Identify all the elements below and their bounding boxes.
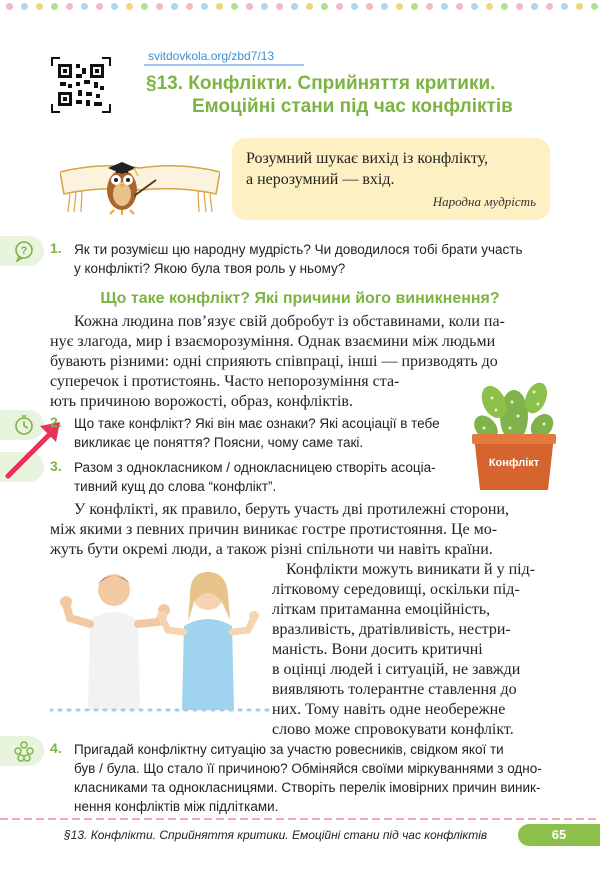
decorative-dot (216, 3, 223, 10)
decorative-dot (126, 3, 133, 10)
footer-dashed-rule (0, 818, 600, 820)
svg-text:?: ? (20, 245, 28, 257)
paragraph-1-line-2: нує злагода, мир і взаєморозуміння. Однак взаємини між людьми (50, 333, 496, 350)
owl-scroll-illustration (60, 150, 220, 220)
question-1-line-2: у конфлікті? Якою була твоя роль у ньому? (74, 261, 346, 276)
quote-line-1: Розумний шукає вихід із конфлікту, (246, 150, 489, 167)
question-4-line-3: класниками та однокласницями. Створіть перелік імовірних причин виник- (74, 780, 541, 795)
decorative-dot (66, 3, 73, 10)
cactus-conflict-illustration (464, 372, 564, 492)
group-discussion-icon (14, 740, 34, 762)
decorative-dot (531, 3, 538, 10)
paragraph-2-line-2: між якими з певних причин виникає гостре протистояння. Це мо- (50, 521, 498, 538)
question-number: 4. (50, 740, 62, 756)
decorative-dot (231, 3, 238, 10)
question-2-line-1: Що таке конфлікт? Які він має ознаки? Які асоціації в тебе (74, 416, 440, 431)
decorative-dot (441, 3, 448, 10)
pink-arrow-icon (4, 416, 74, 482)
decorative-dot (291, 3, 298, 10)
decorative-dot (156, 3, 163, 10)
decorative-dot (321, 3, 328, 10)
question-bubble-icon (14, 240, 34, 262)
quote-line-2: а нерозумний — вхід. (246, 171, 395, 188)
decorative-dot (501, 3, 508, 10)
question-2-line-2: викликає це поняття? Поясни, чому саме такі. (74, 435, 364, 450)
paragraph-1-line-4: суперечок і протистоянь. Часто непорозуміння ста- (50, 373, 400, 390)
paragraph-3-line-8: них. Тому навіть одне необережне (272, 701, 506, 718)
paragraph-3-line-6: в оцінці людей і ситуацій, не завжди (272, 661, 521, 678)
decorative-dot (141, 3, 148, 10)
question-number: 1. (50, 240, 62, 256)
arguing-children-photo (50, 560, 262, 720)
decorative-dot (36, 3, 43, 10)
paragraph-2-line-3: жуть бути окремі люди, а також різні спільноти чи навіть країни. (50, 541, 493, 558)
question-4-line-4: нення конфліктів між підлітками. (74, 799, 279, 814)
decorative-dot (471, 3, 478, 10)
question-number: 3. (50, 458, 62, 474)
question-1-text (74, 240, 522, 278)
question-4-text (74, 740, 554, 816)
decorative-dot (576, 3, 583, 10)
qr-code-icon[interactable] (50, 56, 112, 114)
decorative-dot (486, 3, 493, 10)
question-3-line-1: Разом з однокласником / однокласницею створіть асоціа- (74, 460, 436, 475)
question-1-line-1: Як ти розумієш цю народну мудрість? Чи доводилося тобі брати участь (74, 242, 523, 257)
decorative-dot (186, 3, 193, 10)
paragraph-3-line-5: маність. Вони досить критичні (272, 641, 483, 658)
resource-link[interactable]: svitdovkola.org/zbd7/13 (148, 49, 275, 63)
question-3-text (74, 458, 436, 496)
decorative-dot (351, 3, 358, 10)
question-number: 2. (50, 414, 62, 430)
question-4-line-2: був / була. Що стало її причиною? Обміняйся своїми міркуваннями з одно- (74, 761, 542, 776)
decorative-dot (426, 3, 433, 10)
quote-source: Народна мудрість (432, 194, 536, 209)
section-title (146, 72, 513, 118)
decorative-dot (171, 3, 178, 10)
decorative-dot (96, 3, 103, 10)
page-number: 65 (518, 824, 600, 846)
decorative-dot (81, 3, 88, 10)
decorative-dot (336, 3, 343, 10)
url-underline (144, 64, 304, 68)
paragraph-1-line-5: ють причиною ворожості, образ, конфліктів. (50, 393, 353, 410)
paragraph-2-line-1: У конфлікті, як правило, беруть участь дві протилежні сторони, (74, 501, 509, 518)
paragraph-3-line-3: літкам притаманна емоційність, (272, 601, 491, 618)
decorative-dot (201, 3, 208, 10)
decorative-dot (366, 3, 373, 10)
question-4-line-1: Пригадай конфліктну ситуацію за участю ровесників, свідком якої ти (74, 742, 504, 757)
decorative-dot (396, 3, 403, 10)
decorative-dot (546, 3, 553, 10)
paragraph-1-line-1: Кожна людина пов’язує свій добробут із обставинами, коли па- (74, 313, 505, 330)
question-3-line-2: тивний кущ до слова “конфлікт”. (74, 479, 277, 494)
question-2-text (74, 414, 440, 452)
paragraph-3-line-1: Конфлікти можуть виникати й у під- (286, 561, 536, 578)
decorative-dot (411, 3, 418, 10)
proverb-quote-box (232, 138, 550, 220)
decorative-dot (21, 3, 28, 10)
footer-running-title: §13. Конфлікти. Сприйняття критики. Емоційні стани під час конфліктів (64, 828, 488, 842)
section-title-line2: Емоційні стани під час конфліктів (192, 96, 513, 117)
question-tag (0, 736, 44, 766)
decorative-dot (381, 3, 388, 10)
paragraph-1-line-3: бувають різними: одні сприяють співпраці, інші — призводять до (50, 353, 498, 370)
paragraph-3-line-4: вразливість, дратівливість, нестри- (272, 621, 511, 638)
paragraph-3-line-2: літковому середовищі, оскільки під- (272, 581, 520, 598)
decorative-dot (591, 3, 598, 10)
decorative-dot (246, 3, 253, 10)
decorative-dot (261, 3, 268, 10)
decorative-dot (516, 3, 523, 10)
decorative-dot (111, 3, 118, 10)
section-title-line1: §13. Конфлікти. Сприйняття критики. (146, 73, 496, 94)
dotted-divider (50, 708, 270, 712)
decorative-dot (456, 3, 463, 10)
subheading: Що таке конфлікт? Які причини його виникнення? (100, 290, 500, 307)
decorative-dot-border (0, 0, 600, 14)
paragraph-3-line-9: слово може спровокувати конфлікт. (272, 721, 514, 738)
question-tag (0, 236, 44, 266)
decorative-dot (51, 3, 58, 10)
decorative-dot (276, 3, 283, 10)
paragraph-3-line-7: виявляють толерантне ставлення до (272, 681, 517, 698)
decorative-dot (6, 3, 13, 10)
decorative-dot (306, 3, 313, 10)
decorative-dot (561, 3, 568, 10)
cactus-pot-label: Конфлікт (488, 457, 540, 469)
